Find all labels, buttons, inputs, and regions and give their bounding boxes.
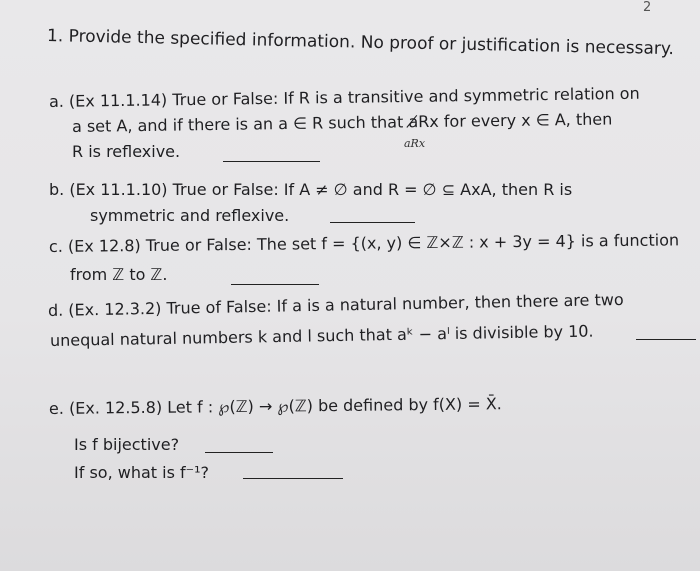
item-a-line-1: a. (Ex 11.1.14) True or False: If R is a transitive and symmetric relation on bbox=[48, 83, 640, 111]
item-a-line-2: a set A, and if there is an a ∈ R such that a̸Rx for every x ∈ A, then bbox=[71, 109, 613, 136]
item-d-line-2: unequal natural numbers k and l such that aᵏ − aˡ is divisible by 10. bbox=[49, 321, 594, 350]
item-a-handwritten-note: aRx bbox=[404, 137, 426, 150]
item-d-answer-blank bbox=[636, 339, 696, 340]
item-b-line-1: b. (Ex 11.1.10) True or False: If A ≠ ∅ and R = ∅ ⊆ AxA, then R is bbox=[49, 180, 573, 199]
problem-heading: 1. Provide the specified information. No proof or justification is necessary. bbox=[46, 26, 675, 60]
item-e-line-1: e. (Ex. 12.5.8) Let f : ℘(ℤ) → ℘(ℤ) be defined by f(X) = X̄. bbox=[48, 394, 502, 418]
item-c-line-2: from ℤ to ℤ. bbox=[70, 265, 168, 284]
item-c-line-1: c. (Ex 12.8) True or False: The set f = {(x, y) ∈ ℤ×ℤ : x + 3y = 4} is a function bbox=[48, 230, 680, 256]
item-b-line-2: symmetric and reflexive. bbox=[90, 206, 290, 225]
item-a-answer-blank bbox=[223, 161, 320, 162]
item-e-line-2: Is f bijective? bbox=[74, 435, 180, 454]
item-c-answer-blank bbox=[231, 284, 319, 285]
item-e-line-3: If so, what is f⁻¹? bbox=[74, 463, 209, 482]
page-number: 2 bbox=[643, 0, 652, 15]
item-b-answer-blank bbox=[330, 222, 415, 223]
item-e-inverse-blank bbox=[243, 478, 343, 479]
item-e-bijective-blank bbox=[205, 452, 273, 453]
item-a-line-3: R is reflexive. bbox=[72, 142, 181, 161]
item-d-line-1: d. (Ex. 12.3.2) True of False: If a is a natural number, then there are two bbox=[47, 289, 624, 320]
